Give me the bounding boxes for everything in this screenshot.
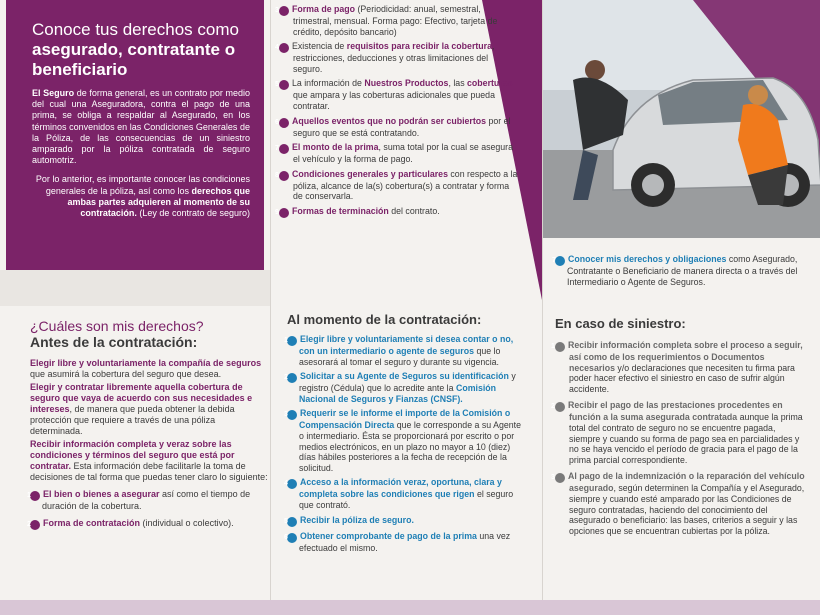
rights-section	[27, 318, 268, 530]
title-line1: Conoce tus derechos como	[32, 20, 239, 39]
contract-list	[275, 4, 519, 222]
rights-paragraph	[32, 174, 250, 219]
number-badge: 1	[287, 336, 297, 346]
item-text: y/o declaraciones que necesiten tu firma para poder hacer efectivo el siniestro en caso de sufrir algún accidente.	[569, 362, 795, 394]
rights-question-title: ¿Cuáles son mis derechos?	[30, 318, 204, 334]
item-text: una vez efectuado el mismo.	[299, 530, 511, 553]
number-badge: 1	[555, 342, 565, 352]
item-text: que lo asesorará al tomar el seguro y durante su vigencia.	[299, 346, 501, 367]
item-text: , según determinen la Compañía y el Asegurado, siempre y cuando esté amparado por las Condiciones de seguro contratadas, haciendo del conocimiento del asegurado o beneficiario: las bases, criterios a seguir y las opciones que se encuentran cubiertas por la póliza.	[569, 483, 805, 536]
right-1-text: que asumirá la cobertura del seguro que desea.	[30, 369, 222, 379]
item-bold: Forma de contratación	[43, 518, 141, 528]
item-bold: Al pago de la indemnización o la reparación del vehículo asegurado	[568, 471, 805, 494]
list-item	[275, 205, 519, 218]
right-3-bold: Recibir información completa y veraz sobre las condiciones y términos del seguro que está por contratar.	[30, 439, 235, 471]
number-badge: 3	[279, 6, 289, 16]
intro-box	[6, 0, 264, 270]
number-badge: 4	[279, 43, 289, 53]
list-item	[275, 41, 519, 74]
para2-end: (Ley de contrato de seguro)	[136, 208, 250, 219]
item-text: el seguro que contrató.	[299, 489, 514, 510]
item-bold: Recibir información completa sobre el proceso a seguir, así como de los requerimientos o Documentos necesarios	[568, 340, 803, 373]
right-2	[30, 382, 268, 437]
item-bold: Forma de pago	[292, 4, 356, 14]
right-3-text: Esta información debe facilitarle la toma de decisiones de tal forma que puedas tener claro lo siguiente:	[30, 461, 268, 482]
para2-text: Por lo anterior, es importante conocer las condiciones generales de la póliza, así como los	[35, 174, 250, 196]
item-bold: Aquellos eventos que no podrán ser cubiertos	[292, 115, 487, 126]
item-bold: Conocer mis derechos y obligaciones	[568, 254, 727, 264]
list-item	[275, 78, 519, 111]
intro-paragraph	[32, 88, 250, 166]
item-text: La información de	[292, 78, 365, 89]
item-text: (individual o colectivo).	[140, 518, 234, 528]
before-contract-title: Antes de la contratación:	[30, 334, 198, 350]
list-item	[284, 477, 527, 510]
item-bold: Recibir la póliza de seguro.	[300, 514, 414, 525]
number-badge: 5	[287, 517, 297, 527]
siniestro-title: En caso de siniestro:	[555, 316, 686, 331]
number-badge: 4	[287, 479, 297, 489]
number-badge: 5	[279, 80, 289, 90]
list-item	[275, 168, 519, 202]
list-item	[284, 514, 527, 527]
list-item	[551, 400, 805, 465]
list-item	[275, 142, 519, 165]
list-item	[284, 408, 527, 473]
item-text: como Asegurado, Contratante o Beneficiario de manera directa o a través del Intermediario o Agente de Seguros.	[567, 254, 798, 287]
list-item	[275, 4, 519, 37]
item-text: , restricciones, deducciones y otras limitaciones del seguro.	[293, 41, 495, 74]
item-bold: Elegir libre y voluntariamente si desea contar o no, con un intermediario o agente de seguros	[299, 334, 514, 356]
left-panel	[0, 0, 270, 615]
number-badge: 7	[279, 144, 289, 154]
number-badge: 7	[555, 256, 565, 266]
list-item	[551, 340, 805, 394]
intro-text: de forma general, es un contrato por medio del cual una Aseguradora, contra el pago de una prima, se obliga a respaldar al Asegurado, en los términos convenidos en las Condiciones Generales de la Póliza, de las consecuencias de un siniestro amparado por la póliza contratada de seguro automotriz.	[32, 88, 250, 166]
number-badge: 8	[279, 171, 289, 181]
item-text: por el seguro que se está contratando.	[293, 115, 511, 138]
number-badge: 2	[287, 373, 297, 383]
right-7	[552, 254, 817, 287]
item-bold: Formas de terminación	[292, 205, 389, 216]
number-badge: 1	[30, 491, 40, 501]
item-text: , las	[448, 78, 468, 89]
right-3	[30, 439, 268, 483]
number-badge: 6	[279, 118, 289, 128]
middle-panel	[270, 0, 542, 615]
list-item	[551, 471, 805, 536]
item-bold: Comisión Nacional de Seguros y Fianzas (CNSF).	[299, 383, 497, 404]
number-badge: 3	[287, 410, 297, 420]
intro-title	[32, 20, 250, 80]
list-item	[27, 518, 268, 530]
intro-bold: El Seguro	[32, 88, 75, 98]
grey-strip	[0, 270, 270, 306]
item-bold: El bien o bienes a asegurar	[43, 489, 160, 499]
number-badge: 3	[555, 473, 565, 483]
right-1	[30, 358, 268, 380]
number-badge: 2	[30, 520, 40, 530]
list-item	[284, 371, 527, 404]
right-1-bold: Elegir libre y voluntariamente la compañía de seguros	[30, 358, 262, 368]
list-item	[27, 489, 268, 512]
number-badge: 6	[287, 533, 297, 543]
item-text: Existencia de	[292, 41, 347, 52]
item-text: aunque la prima total del contrato de seguro no se encuentre pagada, siempre y cuando su forma de pago sea en parcialidades y no se haya vencido el período de gracia para el pago de la prima parcial correspondiente.	[569, 412, 803, 465]
item-bold: Nuestros Productos	[364, 78, 449, 89]
item-bold: El monto de la prima	[292, 142, 379, 153]
item-bold: Acceso a la información veraz, oportuna, clara y completa sobre las condiciones que rigen	[299, 477, 502, 500]
item-bold: Requerir se le informe el importe de la Comisión o Compensación Directa	[299, 408, 511, 431]
number-badge: 9	[279, 208, 289, 218]
item-bold: Obtener comprobante de pago de la prima	[300, 530, 477, 541]
item-text: con respecto a la póliza, alcance de la(s) cobertura(s) a contratar y forma de conservarla.	[293, 168, 518, 202]
siniestro-section	[551, 316, 805, 542]
item-text: que ampara y las coberturas adicionales que pueda contratar.	[293, 90, 495, 111]
car-accident-illustration	[543, 0, 820, 238]
bottom-band	[0, 600, 820, 615]
item-bold: coberturas	[467, 78, 513, 89]
list-item	[275, 115, 519, 139]
list-item	[284, 334, 527, 367]
item-text: (Periodicidad: anual, semestral, trimestral, mensual. Forma pago: Efectivo, tarjeta de crédito, depósito bancario)	[293, 4, 498, 37]
right-2-bold: Elegir y contratar libremente aquella cobertura de seguro que vaya de acuerdo con sus necesidades e intereses	[30, 382, 253, 414]
item-bold: Recibir el pago de las prestaciones procedentes en función a la suma asegurada contratada	[568, 400, 783, 423]
right-2-text: , de manera que pueda obtener la debida protección que requiere a través de una póliza determinada.	[30, 404, 235, 436]
para2-bold: derechos que ambas partes adquieren al momento de su contratación.	[67, 185, 250, 219]
list-item	[284, 530, 527, 554]
item-text: que le corresponde a su Agente o intermediario. Ésta se proporcionará por escrito o por medios electrónicos, en un plazo no mayor a 10 (diez) días hábiles posteriores a la fecha de recepción de la solicitud.	[299, 420, 521, 473]
right-panel	[542, 0, 820, 615]
item-text: así como el tiempo de duración de la cobertura.	[42, 489, 251, 511]
item-bold: requisitos para recibir la cobertura	[346, 41, 492, 52]
item-bold: Solicitar a su Agente de Seguros su identificación	[300, 371, 509, 382]
title-line2: asegurado, contratante o beneficiario	[32, 40, 236, 79]
accident-photo	[543, 0, 820, 238]
number-badge: 2	[555, 402, 565, 412]
moment-title: Al momento de la contratación:	[287, 312, 482, 327]
item-text: y registro (Cédula) que lo acredite ante la	[299, 371, 516, 394]
item-bold: Condiciones generales y particulares	[292, 168, 448, 179]
moment-section	[284, 312, 527, 557]
item-text: , suma total por la cual se asegura el vehículo y la forma de pago.	[293, 142, 514, 165]
item-text: del contrato.	[388, 205, 440, 216]
